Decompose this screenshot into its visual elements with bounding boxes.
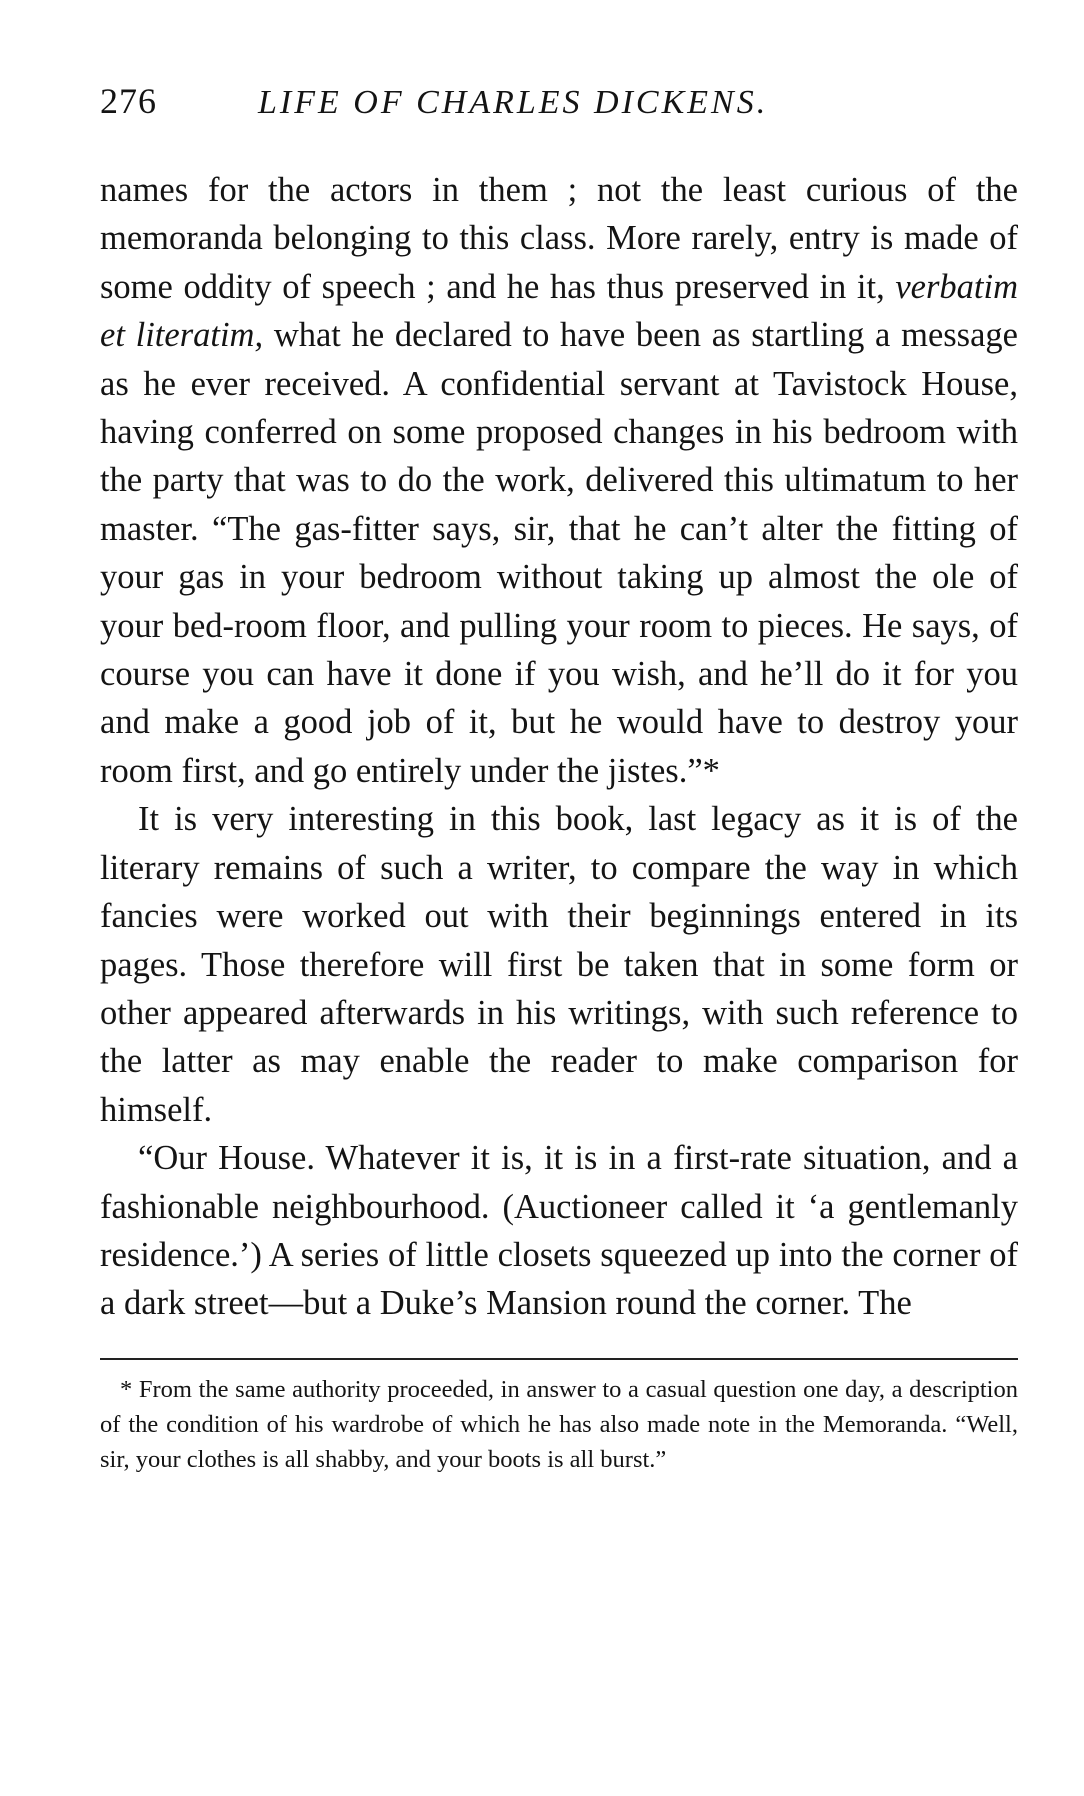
paragraph-2: It is very interesting in this book, last legacy as it is of the literary remains of such a writer, to compare the way in which fancies were worked out with their beginnings entered in its pages. Those therefore will first be taken that in some form or other appeared afterwards in his writings, with such reference to the latter as may enable the reader to make comparison for himself. bbox=[100, 800, 1018, 1129]
paragraph-3: “Our House. Whatever it is, it is in a first-rate situation, and a fashionable neighbourhood. (Auctioneer called it ‘a gentlemanly residence.’) A series of little closets squeezed up into the corner of a dark street—but a Duke’s Mansion round the corner. The bbox=[100, 1139, 1018, 1323]
paragraph-1-text-before: names for the actors in them ; not the least curious of the memoranda belonging to this class. More rarely, entry is made of some oddity of speech ; and he has thus preserved in it, bbox=[100, 171, 1018, 306]
footnote-rule bbox=[100, 1358, 1018, 1360]
page-number: 276 bbox=[100, 81, 157, 121]
paragraph-1 bbox=[100, 166, 1018, 795]
paragraph-1-italic-phrase: verbatim et literatim, bbox=[100, 267, 1018, 355]
body-text bbox=[100, 166, 1018, 1328]
running-head bbox=[100, 80, 1018, 126]
running-title: LIFE OF CHARLES DICKENS. bbox=[258, 84, 769, 121]
footnote: * From the same authority proceeded, in answer to a casual question one day, a description of the condition of his wardrobe of which he has also made note in the Memoranda. “Well, sir, your clothes is all shabby, and your boots is all burst.” bbox=[100, 1375, 1018, 1473]
book-page bbox=[100, 80, 1018, 1501]
paragraph-1-text-after: what he declared to have been as startling a message as he ever received. A confidential servant at Tavistock House, having conferred on some proposed changes in his bedroom with the party that was to do the work, delivered this ultimatum to her master. “The gas-fitter says, sir, that he can’t alter the fitting of your gas in your bedroom without taking up almost the ole of your bed-room floor, and pulling your room to pieces. He says, of course you can have it done if you wish, and he’ll do it for you and make a good job of it, but he would have to destroy your room first, and go entirely under the jistes.”* bbox=[100, 316, 1018, 790]
